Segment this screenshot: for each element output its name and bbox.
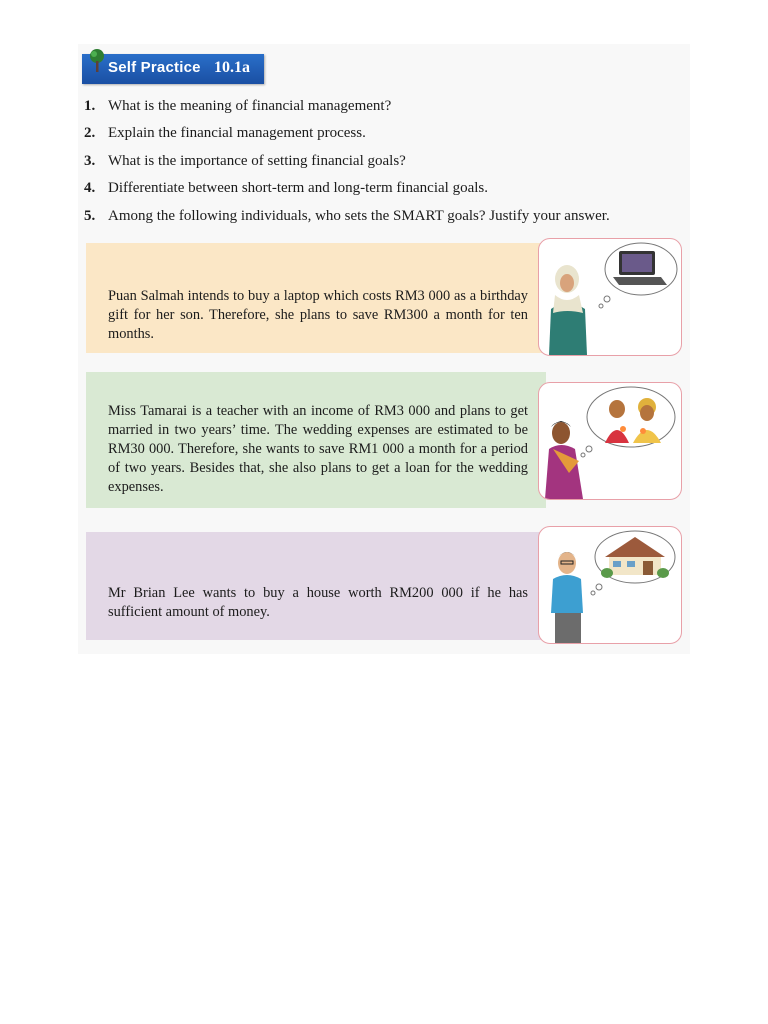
woman-thinking-wedding-icon [539,383,681,499]
question-item [84,98,684,125]
scenario-card-brian-lee [86,532,546,640]
question-text: What is the importance of setting financial goals? [108,152,406,169]
question-text: Among the following individuals, who sets the SMART goals? Justify your answer. [108,207,610,224]
question-number: 3. [84,152,96,169]
question-item [84,153,684,180]
tree-icon [86,48,108,74]
question-list [84,98,684,235]
scenario-text: Puan Salmah intends to buy a laptop which costs RM3 000 as a birthday gift for her son. Therefore, she plans to save RM300 a month for ten months. [108,288,528,342]
scenario-card-miss-tamarai [86,372,546,508]
house-illustration [538,526,682,644]
scenario-text: Miss Tamarai is a teacher with an income of RM3 000 and plans to get married in two years’ time. The wedding expenses are estimated to be RM30 000. Therefore, she wants to save RM1 000 a month for a period of two years. Besides that, she also plans to get a loan for the wedding expenses. [108,403,528,495]
question-item [84,180,684,207]
question-number: 1. [84,98,96,114]
question-number: 2. [84,125,96,142]
question-text: What is the meaning of financial management? [108,98,392,114]
woman-thinking-laptop-icon [539,239,681,355]
badge-label: Self Practice [108,59,201,76]
question-text: Explain the financial management process. [108,125,366,142]
wedding-illustration [538,382,682,500]
badge-number: 10.1a [214,59,250,76]
question-number: 4. [84,180,96,197]
laptop-illustration [538,238,682,356]
question-number: 5. [84,207,96,224]
question-item [84,208,684,235]
scenario-card-puan-salmah [86,243,546,353]
scenario-text: Mr Brian Lee wants to buy a house worth RM200 000 if he has sufficient amount of money. [108,585,528,620]
man-thinking-house-icon [539,527,681,643]
self-practice-badge [82,54,264,84]
question-text: Differentiate between short-term and long-term financial goals. [108,180,488,197]
question-item [84,125,684,152]
